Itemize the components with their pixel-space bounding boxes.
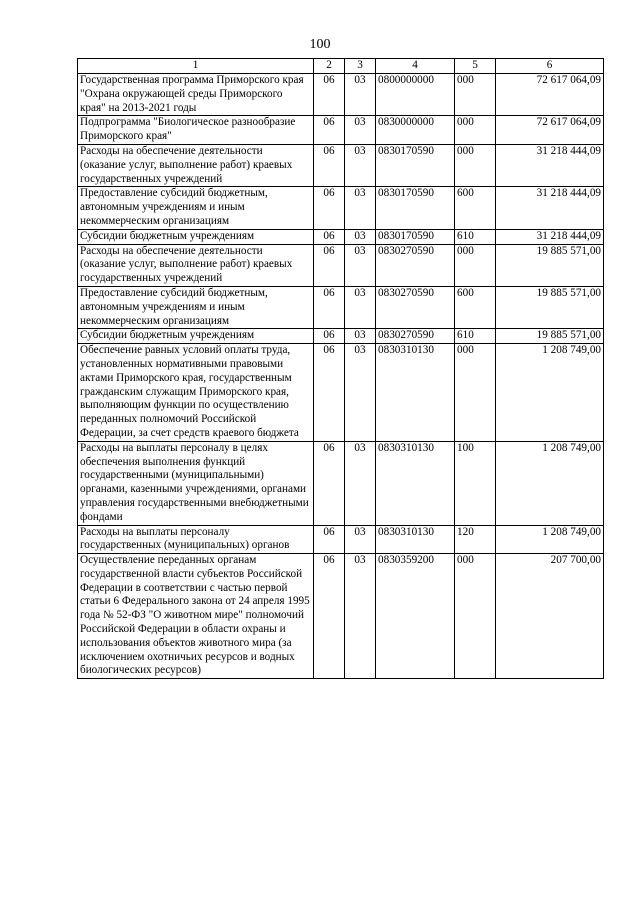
row-amount: 1 208 749,00 bbox=[496, 344, 604, 442]
row-name: Подпрограмма "Биологическое разнообразие Приморского края" bbox=[78, 116, 314, 145]
row-target-code: 0830170590 bbox=[376, 187, 455, 229]
header-col-3: 3 bbox=[345, 59, 376, 74]
row-amount: 207 700,00 bbox=[496, 554, 604, 679]
table-row bbox=[78, 244, 604, 286]
budget-table bbox=[77, 58, 604, 679]
row-section: 06 bbox=[314, 329, 345, 344]
row-section: 06 bbox=[314, 244, 345, 286]
row-target-code: 0830170590 bbox=[376, 229, 455, 244]
row-expense-type: 100 bbox=[455, 441, 496, 525]
row-expense-type: 000 bbox=[455, 116, 496, 145]
row-name: Расходы на обеспечение деятельности (оказание услуг, выполнение работ) краевых государственных учреждений bbox=[78, 144, 314, 186]
row-expense-type: 610 bbox=[455, 329, 496, 344]
row-amount: 31 218 444,09 bbox=[496, 187, 604, 229]
row-section: 06 bbox=[314, 441, 345, 525]
row-amount: 19 885 571,00 bbox=[496, 286, 604, 328]
row-amount: 31 218 444,09 bbox=[496, 229, 604, 244]
row-name: Обеспечение равных условий оплаты труда, установленных нормативными правовыми актами Приморского края, государственным гражданским служащим Приморского края, выполняющим функции по осуществлению переданных полномочий Российской Федерации, за счет средств краевого бюджета bbox=[78, 344, 314, 442]
header-col-5: 5 bbox=[455, 59, 496, 74]
row-subsection: 03 bbox=[345, 244, 376, 286]
row-name: Расходы на выплаты персоналу государственных (муниципальных) органов bbox=[78, 525, 314, 554]
row-section: 06 bbox=[314, 554, 345, 679]
header-col-6: 6 bbox=[496, 59, 604, 74]
row-expense-type: 000 bbox=[455, 244, 496, 286]
table-row bbox=[78, 525, 604, 554]
row-target-code: 0830270590 bbox=[376, 329, 455, 344]
row-section: 06 bbox=[314, 229, 345, 244]
table-row bbox=[78, 74, 604, 116]
row-subsection: 03 bbox=[345, 344, 376, 442]
row-subsection: 03 bbox=[345, 554, 376, 679]
row-target-code: 0830359200 bbox=[376, 554, 455, 679]
row-subsection: 03 bbox=[345, 286, 376, 328]
row-target-code: 0830000000 bbox=[376, 116, 455, 145]
row-section: 06 bbox=[314, 74, 345, 116]
row-expense-type: 600 bbox=[455, 187, 496, 229]
row-amount: 19 885 571,00 bbox=[496, 329, 604, 344]
table-row bbox=[78, 344, 604, 442]
row-subsection: 03 bbox=[345, 229, 376, 244]
row-target-code: 0830170590 bbox=[376, 144, 455, 186]
row-subsection: 03 bbox=[345, 144, 376, 186]
table-row bbox=[78, 286, 604, 328]
row-section: 06 bbox=[314, 187, 345, 229]
row-amount: 72 617 064,09 bbox=[496, 74, 604, 116]
row-subsection: 03 bbox=[345, 187, 376, 229]
row-expense-type: 000 bbox=[455, 74, 496, 116]
header-col-2: 2 bbox=[314, 59, 345, 74]
row-amount: 72 617 064,09 bbox=[496, 116, 604, 145]
header-col-1: 1 bbox=[78, 59, 314, 74]
row-section: 06 bbox=[314, 116, 345, 145]
row-name: Субсидии бюджетным учреждениям bbox=[78, 229, 314, 244]
row-target-code: 0830310130 bbox=[376, 344, 455, 442]
row-subsection: 03 bbox=[345, 74, 376, 116]
row-expense-type: 610 bbox=[455, 229, 496, 244]
table-row bbox=[78, 229, 604, 244]
row-subsection: 03 bbox=[345, 116, 376, 145]
row-subsection: 03 bbox=[345, 441, 376, 525]
table-row bbox=[78, 116, 604, 145]
row-subsection: 03 bbox=[345, 329, 376, 344]
row-expense-type: 000 bbox=[455, 144, 496, 186]
row-section: 06 bbox=[314, 344, 345, 442]
row-amount: 1 208 749,00 bbox=[496, 525, 604, 554]
row-target-code: 0830270590 bbox=[376, 244, 455, 286]
row-expense-type: 000 bbox=[455, 554, 496, 679]
row-target-code: 0800000000 bbox=[376, 74, 455, 116]
row-expense-type: 000 bbox=[455, 344, 496, 442]
row-name: Государственная программа Приморского края "Охрана окружающей среды Приморского края" на 2013-2021 годы bbox=[78, 74, 314, 116]
table-row bbox=[78, 187, 604, 229]
row-name: Предоставление субсидий бюджетным, автономным учреждениям и иным некоммерческим организациям bbox=[78, 286, 314, 328]
table-row bbox=[78, 441, 604, 525]
row-expense-type: 600 bbox=[455, 286, 496, 328]
table-row bbox=[78, 329, 604, 344]
row-target-code: 0830310130 bbox=[376, 441, 455, 525]
row-target-code: 0830310130 bbox=[376, 525, 455, 554]
table-row bbox=[78, 144, 604, 186]
row-amount: 19 885 571,00 bbox=[496, 244, 604, 286]
row-name: Осуществление переданных органам государственной власти субъектов Российской Федерации в соответствии с частью первой статьи 6 Федерального закона от 24 апреля 1995 года № 52-ФЗ "О животном мире" полномочий Российской Федерации в области охраны и использования объектов животного мира (за исключением охотничьих ресурсов и водных биологических ресурсов) bbox=[78, 554, 314, 679]
row-expense-type: 120 bbox=[455, 525, 496, 554]
header-col-4: 4 bbox=[376, 59, 455, 74]
page-number: 100 bbox=[309, 37, 331, 52]
row-name: Расходы на обеспечение деятельности (оказание услуг, выполнение работ) краевых государственных учреждений bbox=[78, 244, 314, 286]
row-subsection: 03 bbox=[345, 525, 376, 554]
row-name: Расходы на выплаты персоналу в целях обеспечения выполнения функций государственными (муниципальными) органами, казенными учреждениями, органами управления государственными внебюджетными фондами bbox=[78, 441, 314, 525]
row-name: Предоставление субсидий бюджетным, автономным учреждениям и иным некоммерческим организациям bbox=[78, 187, 314, 229]
row-amount: 31 218 444,09 bbox=[496, 144, 604, 186]
header-row bbox=[78, 59, 604, 74]
row-target-code: 0830270590 bbox=[376, 286, 455, 328]
row-amount: 1 208 749,00 bbox=[496, 441, 604, 525]
row-section: 06 bbox=[314, 144, 345, 186]
row-name: Субсидии бюджетным учреждениям bbox=[78, 329, 314, 344]
row-section: 06 bbox=[314, 286, 345, 328]
table-row bbox=[78, 554, 604, 679]
row-section: 06 bbox=[314, 525, 345, 554]
